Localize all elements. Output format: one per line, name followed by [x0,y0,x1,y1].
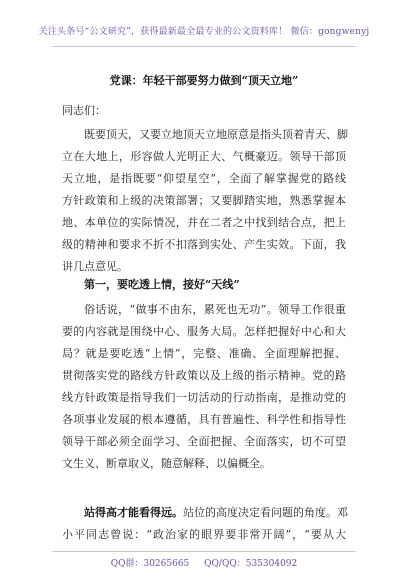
paragraph-text: 站位的高度决定看问题的角度。邓 [183,506,348,519]
paragraph-line [62,502,346,524]
paragraph-line: 既要顶天，又要立地顶天立地原意是指头顶着青天、脚 [84,128,348,141]
paragraph-line: 要的内容就是围绕中心、服务大局。怎样把握好中心和大 [62,325,346,338]
paragraph-line: 贯彻落实党的路线方针政策以及上级的指示精神。党的路 [62,369,346,382]
header-banner: 关注头条号“公文研究”，获得最新最全最专业的公文资料库！ 微信：gongwenyj [38,27,370,37]
paragraph-intro [62,124,346,278]
paragraph-line: 领导干部必须全面学习、全面把握、全面落实，切不可望 [62,435,346,448]
paragraph-line: 立在大地上，形容做人光明正大、气概豪迈。领导干部顶 [62,150,346,163]
paragraph-line: 文生义、断章取义，随意解释、以偏概全。 [62,457,271,470]
paragraph-line: 线方针政策是指导我们一切活动的行动指南，是推动党的 [62,391,346,404]
section-heading-2: 站得高才能看得远。 [84,506,183,519]
paragraph-line: 讲几点意见。 [62,260,128,273]
footer [0,556,408,569]
paragraph-line: 各项事业发展的根本遵循，具有普遍性、科学性和指导性 [62,413,346,426]
paragraph-section-2 [62,502,346,546]
paragraph-line: 天立地，是指既要“仰望星空”，全面了解掌握党的路线 [62,172,346,185]
footer-qq-contact: QQ/QQ：535304092 [204,559,298,569]
footer-qq-group: QQ群：30265665 [110,559,190,569]
paragraph-line: 级的精神和要求不折不扣落到实处、产生实效。下面，我 [62,238,346,251]
section-heading-1: 第一，要吃透上情，接好“天线” [84,278,240,291]
salutation: 同志们： [62,104,106,117]
footer-divider [52,551,356,552]
paragraph-line: 小平同志曾说：“政治家的眼界要非常开阔”，“要从大 [62,528,346,541]
header-divider [52,46,356,47]
paragraph-line: 方针政策和上级的决策部署；又要脚踏实地，熟悉掌握本 [62,194,346,207]
paragraph-line: 地、本单位的实际情况，并在二者之中找到结合点，把上 [62,216,346,229]
paragraph-line: 局？就是要吃透“上情”，完整、准确、全面理解把握、 [62,347,346,360]
paragraph-section-1 [62,299,346,475]
document-title: 党课：年轻干部要努力做到“顶天立地” [109,74,299,87]
paragraph-line: 俗话说，“做事不由东，累死也无功”。领导工作很重 [84,303,346,316]
